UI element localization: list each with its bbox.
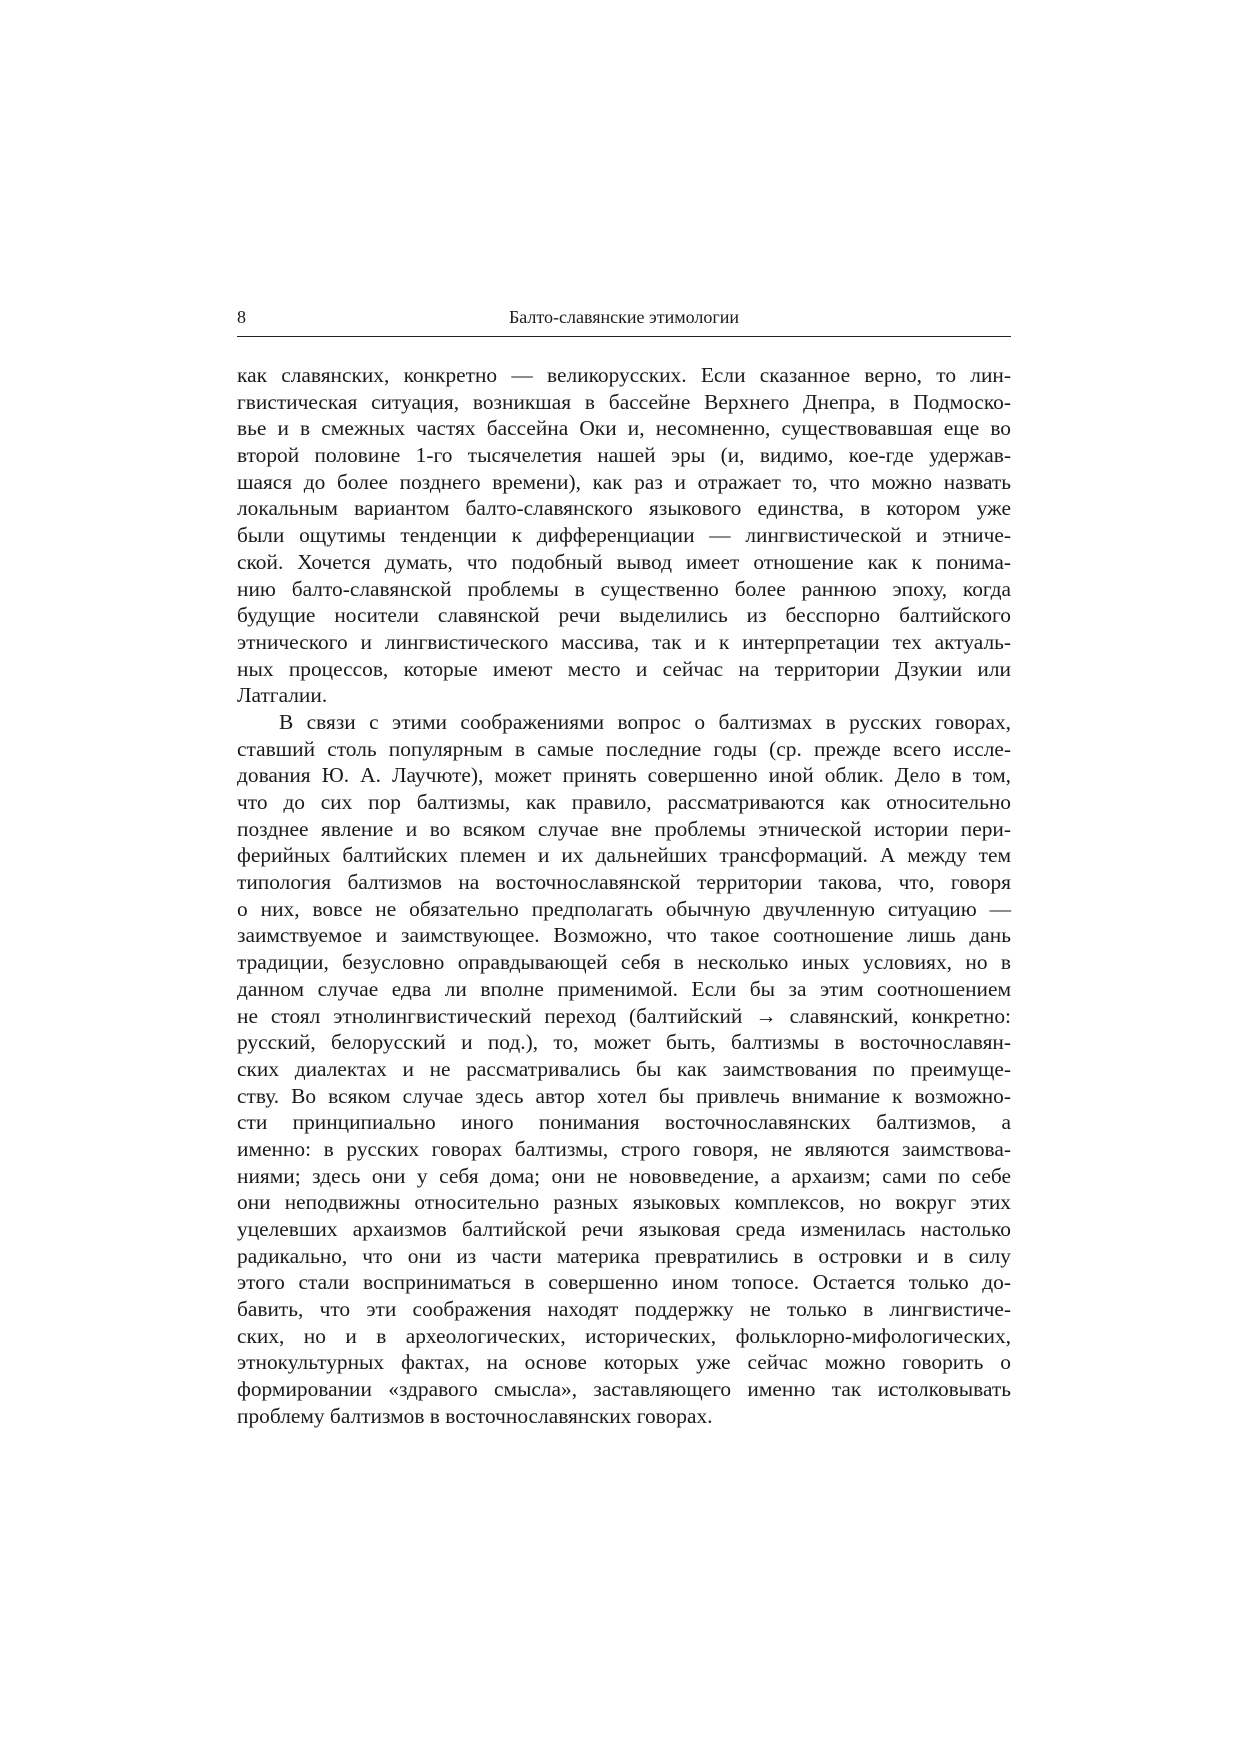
paragraph <box>237 362 1011 709</box>
running-title: Балто-славянские этимологии <box>508 307 740 327</box>
text-line: нию балто-славянской проблемы в существенно более раннюю эпоху, когда <box>237 576 1011 601</box>
page-number: 8 <box>237 307 246 327</box>
text-line: ской. Хочется думать, что подобный вывод имеет отношение как к понима- <box>237 549 1011 574</box>
text-line: гвистическая ситуация, возникшая в бассейне Верхнего Днепра, в Подмоско- <box>237 389 1011 414</box>
text-line: что до сих пор балтизмы, как правило, рассматриваются как относительно <box>237 790 1011 814</box>
text-line: ству. Во всяком случае здесь автор хотел бы привлечь внимание к возможно- <box>237 1083 1011 1108</box>
page-header <box>237 303 1011 337</box>
text-line: ских диалектах и не рассматривались бы как заимствования по преимуще- <box>237 1056 1011 1081</box>
text-line: уцелевших архаизмов балтийской речи языковая среда изменилась настолько <box>237 1217 1011 1241</box>
text-line: сти принципиально иного понимания восточнославянских балтизмов, а <box>237 1110 1011 1135</box>
text-line: данном случае едва ли вполне применимой. Если бы за этим соотношением <box>237 976 1011 1001</box>
text-line: не стоял этнолингвистический переход (балтийский → славянский, конкретно: <box>237 1003 1011 1028</box>
text-line: ставший столь популярным в самые последние годы (ср. прежде всего иссле- <box>237 736 1011 761</box>
text-line: позднее явление и во всяком случае вне проблемы этнической истории пери- <box>237 816 1011 841</box>
text-line: типология балтизмов на восточнославянской территории такова, что, говоря <box>237 870 1011 895</box>
text-line: бавить, что эти соображения находят поддержку не только в лингвистиче- <box>237 1297 1011 1322</box>
text-line: о них, вовсе не обязательно предполагать обычную двучленную ситуацию — <box>237 896 1011 921</box>
text-line: именно: в русских говорах балтизмы, строго говоря, не являются заимствова- <box>237 1136 1011 1161</box>
text-line: ных процессов, которые имеют место и сейчас на территории Дзукии или <box>237 656 1011 681</box>
text-line: ниями; здесь они у себя дома; они не нововведение, а архаизм; сами по себе <box>237 1163 1011 1188</box>
paragraph <box>237 709 1011 1430</box>
text-line: второй половине 1-го тысячелетия нашей эры (и, видимо, кое-где удержав- <box>237 443 1011 468</box>
text-line: этнокультурных фактах, на основе которых уже сейчас можно говорить о <box>237 1350 1011 1375</box>
text-line: этого стали восприниматься в совершенно ином топосе. Остается только до- <box>237 1270 1011 1295</box>
text-line: локальным вариантом балто-славянского языкового единства, в котором уже <box>237 496 1011 521</box>
body-text <box>237 362 1011 1430</box>
text-line: заимствуемое и заимствующее. Возможно, что такое соотношение лишь дань <box>237 923 1011 948</box>
text-line: они неподвижны относительно разных языковых комплексов, но вокруг этих <box>237 1190 1011 1215</box>
text-line: формировании «здравого смысла», заставляющего именно так истолковывать <box>237 1377 1011 1402</box>
text-line: как славянских, конкретно — великорусских. Если сказанное верно, то лин- <box>237 363 1011 387</box>
text-line: традиции, безусловно оправдывающей себя в несколько иных условиях, но в <box>237 950 1011 975</box>
text-line: ферийных балтийских племен и их дальнейших трансформаций. А между тем <box>237 843 1011 868</box>
text-line: этнического и лингвистического массива, так и к интерпретации тех актуаль- <box>237 629 1011 654</box>
text-line: радикально, что они из части материка превратились в островки и в силу <box>237 1243 1011 1268</box>
text-line: вье и в смежных частях бассейна Оки и, несомненно, существовавшая еще во <box>237 416 1011 441</box>
text-line: проблему балтизмов в восточнославянских говорах. <box>237 1403 713 1428</box>
text-line: дования Ю. А. Лаучюте), может принять совершенно иной облик. Дело в том, <box>237 763 1011 788</box>
text-line: русский, белорусский и под.), то, может быть, балтизмы в восточнославян- <box>237 1030 1011 1055</box>
text-line: будущие носители славянской речи выделились из бесспорно балтийского <box>237 603 1011 628</box>
text-line: В связи с этими соображениями вопрос о балтизмах в русских говорах, <box>279 709 1011 734</box>
text-line: ских, но и в археологических, исторических, фольклорно-мифологических, <box>237 1323 1011 1348</box>
text-line: Латгалии. <box>237 683 328 708</box>
text-line: были ощутимы тенденции к дифференциации — лингвистической и этниче- <box>237 523 1011 548</box>
text-line: шаяся до более позднего времени), как раз и отражает то, что можно назвать <box>237 469 1011 494</box>
